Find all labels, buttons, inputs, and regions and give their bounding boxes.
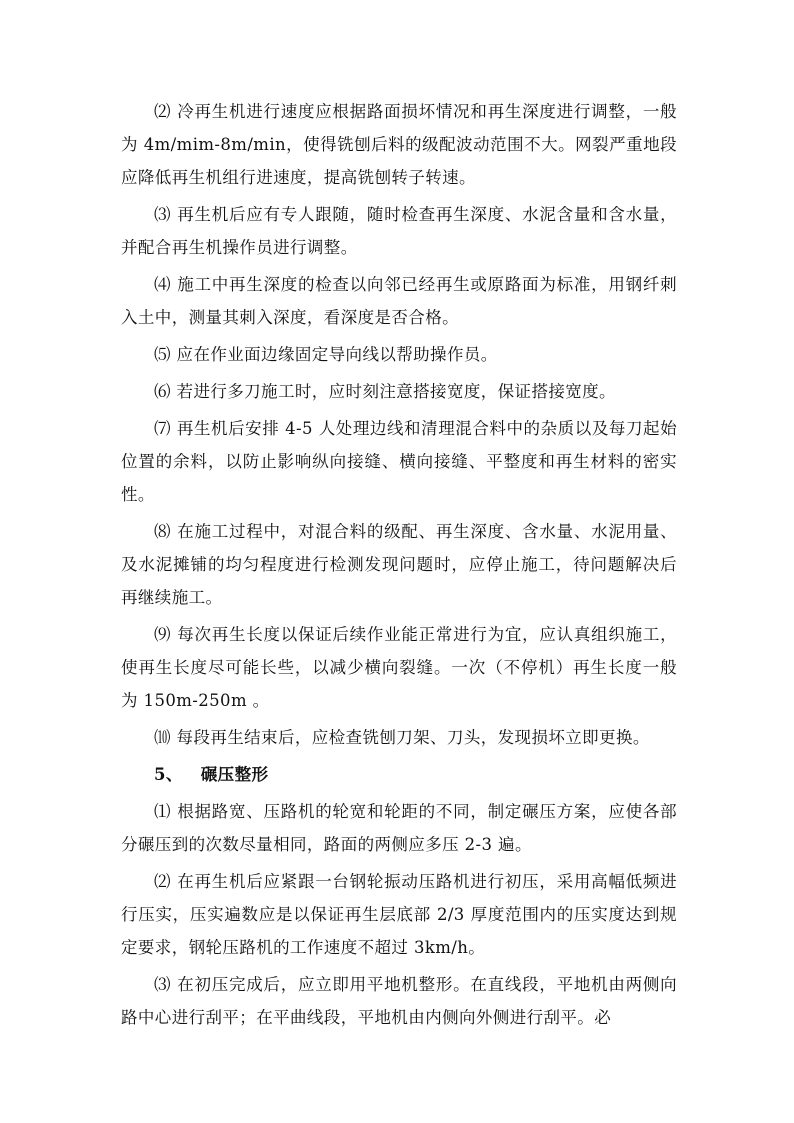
paragraph-item-7: ⑺ 再生机后安排 4-5 人处理边线和清理混合料中的杂质以及每刀起始位置的余料，以防止影响纵向接缝、横向接缝、平整度和再生材料的密实性。 [121,419,677,504]
section-number: 5、 [154,765,183,784]
paragraph-item-9: ⑼ 每次再生长度以保证后续作业能正常进行为宜，应认真组织施工，使再生长度尽可能长些，以减少横向裂缝。一次（不停机）再生长度一般为 150m-250m 。 [121,625,677,710]
paragraph-item-5: ⑸ 应在作业面边缘固定导向线以帮助操作员。 [154,345,498,364]
section-heading [121,758,677,791]
section-paragraph-2: ⑵ 在再生机后应紧跟一台钢轮振动压路机进行初压，采用高幅低频进行压实，压实遍数应是以保证再生层底部 2/3 厚度范围内的压实度达到规定要求，钢轮压路机的工作速度不超过 3km/h。 [121,872,677,957]
paragraph-item-4: ⑷ 施工中再生深度的检查以向邻已经再生或原路面为标准，用钢纤刺入土中，测量其刺入深度，看深度是否合格。 [121,275,677,327]
paragraph-item-8: ⑻ 在施工过程中，对混合料的级配、再生深度、含水量、水泥用量、及水泥摊铺的均匀程度进行检测发现问题时，应停止施工，待问题解决后再继续施工。 [121,522,677,607]
section-paragraph-1: ⑴ 根据路宽、压路机的轮宽和轮距的不同，制定碾压方案，应使各部分碾压到的次数尽量相同，路面的两侧应多压 2-3 遍。 [121,802,677,854]
paragraph-item-3: ⑶ 再生机后应有专人跟随，随时检查再生深度、水泥含量和含水量，并配合再生机操作员进行调整。 [121,205,677,257]
section-paragraph-3: ⑶ 在初压完成后，应立即用平地机整形。在直线段，平地机由两侧向路中心进行刮平；在平曲线段，平地机由内侧向外侧进行刮平。必 [121,975,677,1027]
paragraph-item-10: ⑽ 每段再生结束后，应检查铣刨刀架、刀头，发现损坏立即更换。 [154,728,650,747]
document-body [121,95,677,1038]
section-title: 碾压整形 [200,765,269,784]
paragraph-item-6: ⑹ 若进行多刀施工时，应时刻注意搭接宽度，保证搭接宽度。 [154,382,616,401]
paragraph-item-2: ⑵ 冷再生机进行速度应根据路面损坏情况和再生深度进行调整，一般为 4m/mim-8m/min，使得铣刨后料的级配波动范围不大。网裂严重地段应降低再生机组行进速度，提高铣刨转子转速。 [121,102,677,187]
